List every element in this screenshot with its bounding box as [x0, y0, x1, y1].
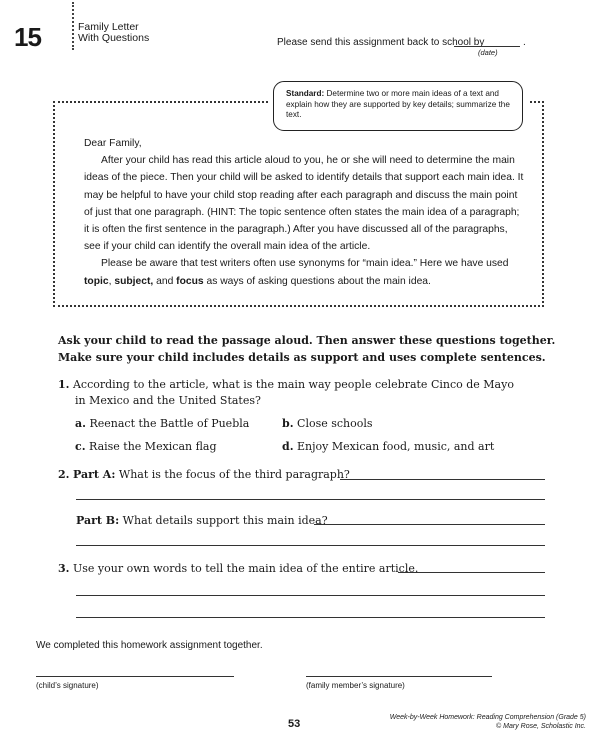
question-1-option-d[interactable] [282, 438, 494, 455]
return-date-field[interactable] [454, 46, 520, 47]
question-1-text-line-2: in Mexico and the United States? [75, 394, 261, 407]
family-signature-line[interactable] [306, 676, 492, 677]
option-a-letter: a. [75, 417, 86, 430]
part-b-label: Part B: [76, 514, 120, 527]
standard-box [273, 81, 523, 131]
question-3-answer-line-1[interactable] [398, 572, 545, 573]
lesson-title [78, 22, 149, 44]
question-3-answer-line-2[interactable] [76, 595, 545, 596]
header-dotted-divider [72, 2, 74, 50]
question-2-part-a [58, 466, 350, 483]
term-subject: subject, [114, 275, 154, 287]
family-signature-caption: (family member’s signature) [306, 681, 405, 690]
part-a-answer-line-2[interactable] [76, 499, 545, 500]
standard-text: Determine two or more main ideas of a text and explain how they are supported by key details; summarize the text. [286, 89, 510, 119]
option-d-text: Enjoy Mexican food, music, and art [297, 440, 495, 453]
completion-statement: We completed this homework assignment together. [36, 640, 263, 651]
part-a-answer-line-1[interactable] [340, 479, 545, 480]
option-a-text: Reenact the Battle of Puebla [89, 417, 250, 430]
lesson-title-line-1: Family Letter [78, 21, 139, 33]
lesson-number: 15 [14, 22, 41, 52]
part-b-answer-line-2[interactable] [76, 545, 545, 546]
question-3 [58, 560, 418, 577]
page-number: 53 [288, 718, 301, 730]
part-a-text: What is the focus of the third paragraph? [118, 468, 350, 481]
instructions-line-2: Make sure your child includes details as support and uses complete sentences. [58, 351, 546, 364]
question-1-option-a[interactable] [75, 415, 249, 432]
letter-paragraph-2-end: as ways of asking questions about the main idea. [203, 275, 431, 287]
part-a-label: Part A: [72, 468, 116, 481]
and-word: and [153, 275, 177, 287]
lesson-title-line-2: With Questions [78, 32, 150, 44]
family-letter [84, 135, 524, 290]
question-1-option-b[interactable] [282, 415, 373, 432]
question-1-option-c[interactable] [75, 438, 217, 455]
part-b-text: What details support this main idea? [122, 514, 328, 527]
option-d-letter: d. [282, 440, 294, 453]
question-2-number: 2. [58, 468, 70, 481]
question-2-part-b [76, 512, 328, 529]
term-topic: topic [84, 275, 109, 287]
credit-line-2: © Mary Rose, Scholastic Inc. [496, 723, 586, 730]
part-b-answer-line-1[interactable] [314, 524, 545, 525]
option-c-letter: c. [75, 440, 86, 453]
credit [390, 713, 586, 731]
return-instruction-end: . [523, 37, 526, 48]
letter-paragraph-1: After your child has read this article aloud to you, he or she will need to determine the main ideas of the piece. Then your child will be asked to identify details that support each main idea. It may be helpful to have your child stop reading after each paragraph and discuss the main point of just that one paragraph. (HINT: The topic sentence often states the main idea of a paragraph; it is often the first sentence in the paragraph.) After you have discussed all of the paragraphs, see if your child can identify the overall main idea of the article. [84, 155, 524, 253]
question-1-text-line-1: According to the article, what is the main way people celebrate Cinco de Mayo [72, 378, 514, 391]
credit-line-1: Week-by-Week Homework: Reading Comprehension (Grade 5) [389, 714, 586, 721]
child-signature-line[interactable] [36, 676, 234, 677]
question-3-answer-line-3[interactable] [76, 617, 545, 618]
option-b-letter: b. [282, 417, 294, 430]
child-signature-caption: (child’s signature) [36, 681, 99, 690]
option-b-text: Close schools [297, 417, 373, 430]
question-1 [58, 376, 514, 393]
letter-greeting: Dear Family, [84, 138, 142, 149]
letter-paragraph-2-start: Please be aware that test writers often use synonyms for “main idea.” Here we have used [101, 258, 509, 270]
term-separator: , [108, 275, 115, 287]
instructions-line-1: Ask your child to read the passage aloud. Then answer these questions together. [58, 334, 556, 347]
question-1-number: 1. [58, 378, 70, 391]
return-instruction: Please send this assignment back to school by [277, 37, 485, 48]
date-caption: (date) [478, 48, 498, 57]
question-3-number: 3. [58, 562, 70, 575]
term-focus: focus [176, 275, 204, 287]
option-c-text: Raise the Mexican flag [89, 440, 217, 453]
question-3-text: Use your own words to tell the main idea of the entire article. [72, 562, 419, 575]
instructions [58, 332, 558, 366]
standard-label: Standard: [286, 89, 325, 98]
letter-paragraph-2 [84, 255, 524, 289]
